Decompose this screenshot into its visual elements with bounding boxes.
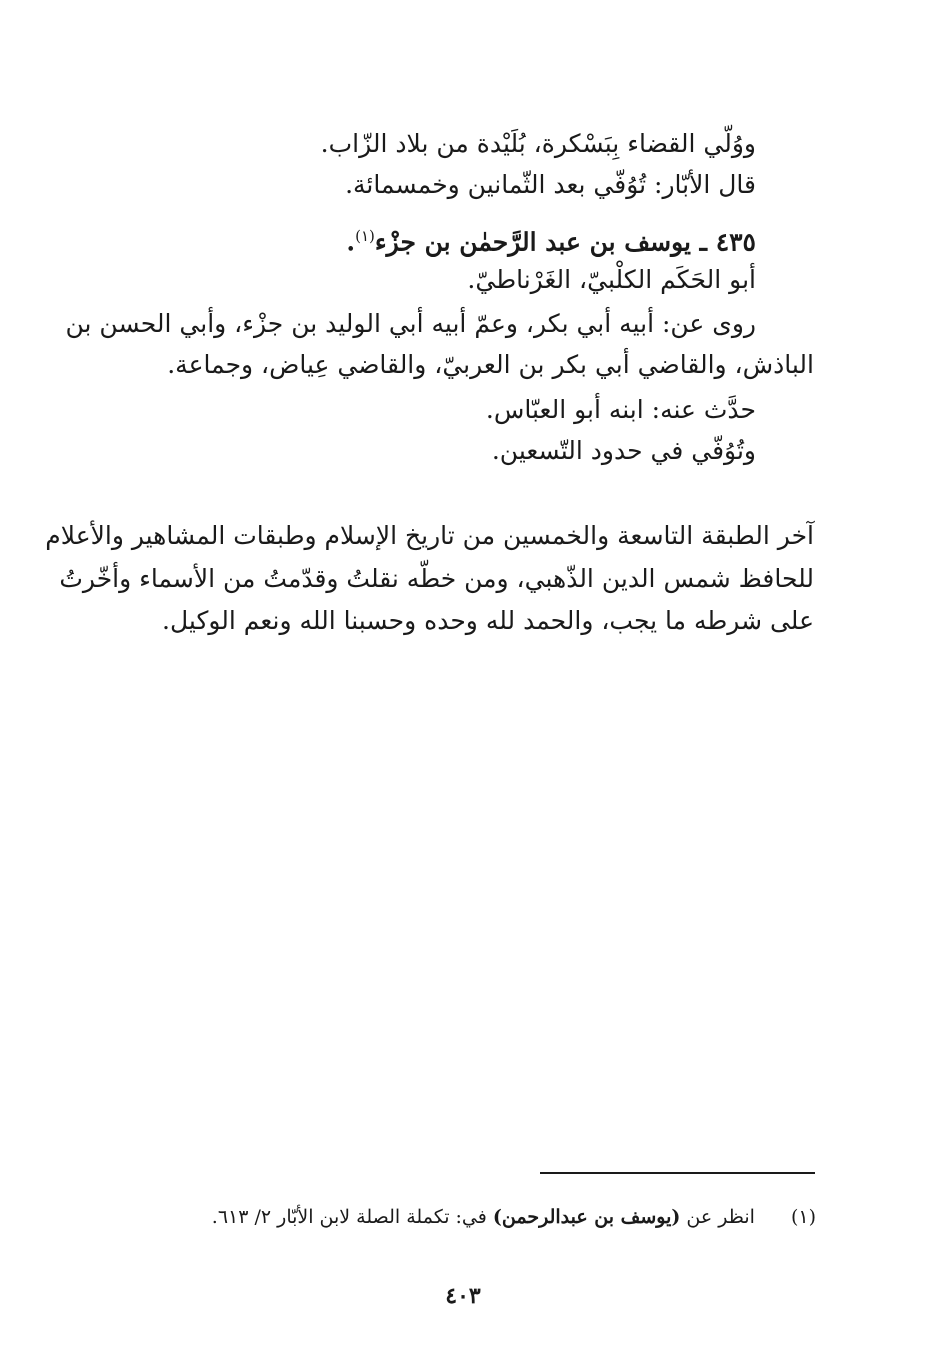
text-line: ووُلّي القضاء بِبَسْكرة، بُلَيْدة من بلاد الزّاب. [320,129,756,158]
closing-line: للحافظ شمس الدين الذّهبي، ومن خطّه نقلتُ وقدّمتُ من الأسماء وأخّرتُ [59,564,814,593]
text-line: روى عن: أبيه أبي بكر، وعمّ أبيه أبي الوليد بن جزْء، وأبي الحسن بن [65,309,756,338]
page-number: ٤٠٣ [445,1283,481,1309]
text-line: حدَّث عنه: ابنه أبو العبّاس. [485,395,756,424]
footnote-divider [540,1172,815,1174]
footnote-source: في: تكملة الصلة لابن الأبّار ٢/ ٦١٣. [211,1206,487,1228]
closing-line: آخر الطبقة التاسعة والخمسين من تاريخ الإسلام وطبقات المشاهير والأعلام [45,521,814,550]
footnote [212,1203,816,1231]
closing-line: على شرطه ما يجب، والحمد لله وحده وحسبنا الله ونعم الوكيل. [162,606,814,635]
footnote-subject: (يوسف بن عبدالرحمن) [492,1206,681,1228]
text-line: وتُوُفّي في حدود التّسعين. [491,436,756,465]
entry-title-end: . [346,227,356,257]
entry-title: ٤٣٥ ـ يوسف بن عبد الرَّحمٰن بن جزْء [374,227,756,257]
text-line: الباذش، والقاضي أبي بكر بن العربيّ، والقاضي عِياض، وجماعة. [167,350,814,379]
footnote-reference: (١) [355,227,375,245]
footnote-number: (١) [790,1206,816,1228]
footnote-lead: انظر عن [686,1206,755,1228]
text-line: أبو الحَكَم الكلْبيّ، الغَرْناطيّ. [467,265,756,294]
text-line: قال الأبّار: تُوُفّي بعد الثّمانين وخمسمائة. [345,170,756,199]
entry-heading [346,219,756,259]
